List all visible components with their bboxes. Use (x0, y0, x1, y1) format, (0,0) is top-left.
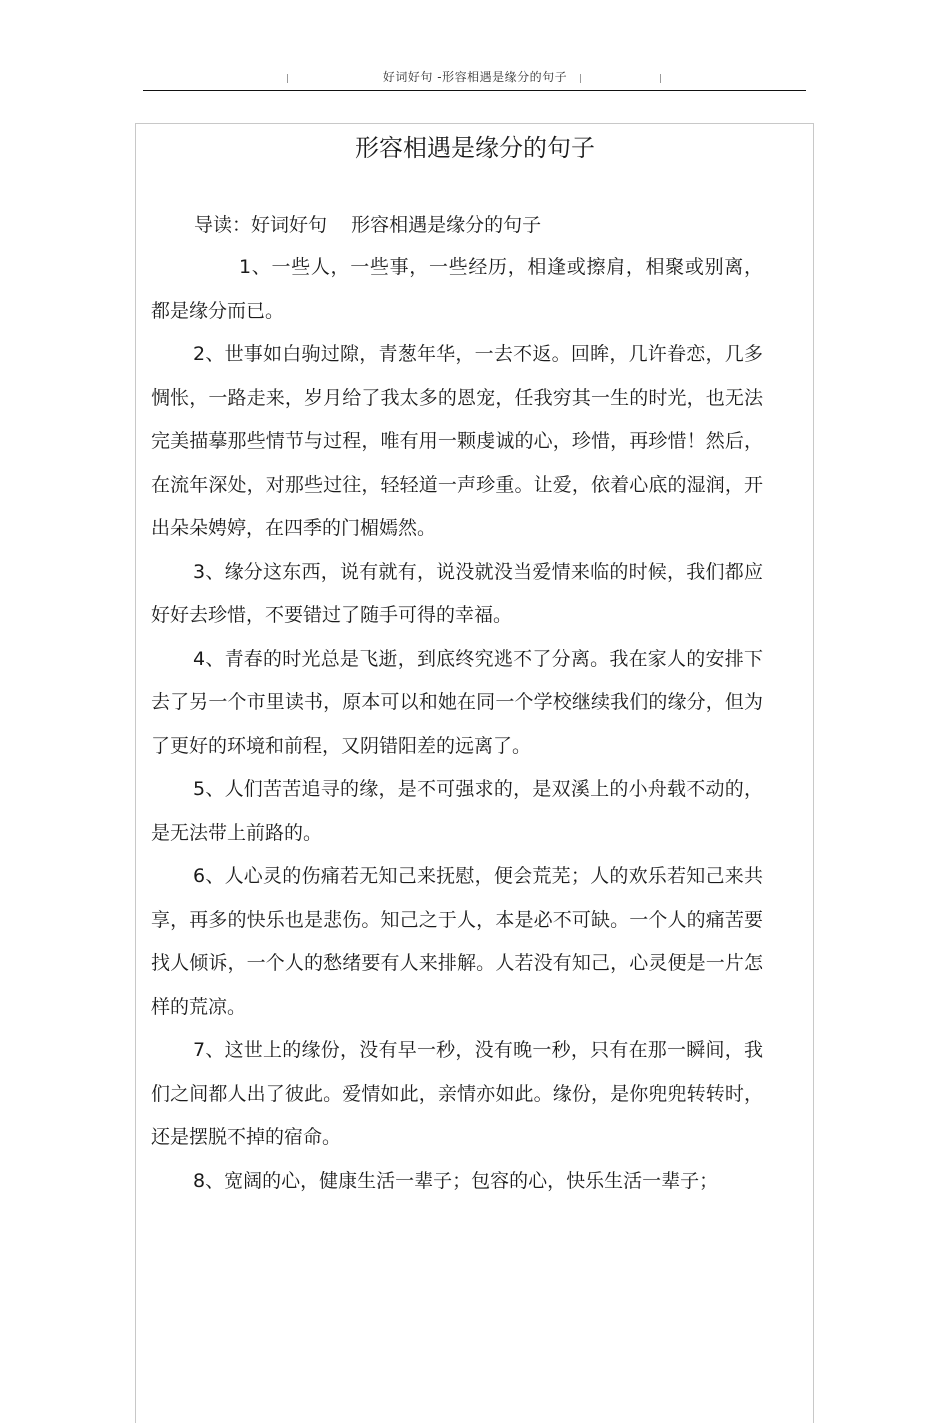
paragraph-4: 4、青春的时光总是飞逝，到底终究逃不了分离。我在家人的安排下去了另一个市里读书，原本可以和她在同一个学校继续我们的缘分，但为了更好的环境和前程，又阴错阳差的远离了。 (151, 647, 763, 757)
header-tick-mark (660, 74, 661, 83)
paragraph-8: 8、宽阔的心，健康生活一辈子；包容的心，快乐生活一辈子； (193, 1169, 719, 1192)
document-title: 形容相遇是缘分的句子 (355, 134, 595, 162)
paragraph-3: 3、缘分这东西，说有就有，说没就没当爱情来临的时候，我们都应好好去珍惜，不要错过了随手可得的幸福。 (151, 560, 763, 626)
lead-line: 导读：好词好句 形容相遇是缘分的句子 (194, 214, 542, 236)
paragraph-7: 7、这世上的缘份，没有早一秒，没有晚一秒，只有在那一瞬间，我们之间都人出了彼此。爱情如此，亲情亦如此。缘份，是你兜兜转转时，还是摆脱不掉的宿命。 (151, 1039, 763, 1148)
paragraph-2: 2、世事如白驹过隙，青葱年华，一去不返。回眸，几许眷恋，几多惆怅，一路走来，岁月给了我太多的恩宠，任我穷其一生的时光，也无法完美描摹那些情节与过程，唯有用一颗虔诚的心，珍惜，再珍惜！然后，在流年深处，对那些过往，轻轻道一声珍重。让爱，依着心底的湿润，开出朵朵娉婷，在四季的门楣嫣然。 (151, 343, 763, 539)
document-body (151, 246, 763, 1203)
paragraph-5: 5、人们苦苦追寻的缘，是不可强求的，是双溪上的小舟载不动的，是无法带上前路的。 (151, 778, 763, 844)
paragraph-6: 6、人心灵的伤痛若无知己来抚慰，便会荒芜；人的欢乐若知己来共享，再多的快乐也是悲伤。知己之于人，本是必不可缺。一个人的痛苦要找人倾诉，一个人的愁绪要有人来排解。人若没有知己，心灵便是一片怎样的荒凉。 (151, 865, 763, 1018)
paragraph-1: 1、一些人，一些事，一些经历，相逢或擦肩，相聚或别离，都是缘分而已。 (151, 256, 763, 322)
header-tick-mark (287, 74, 288, 83)
header-tick-mark (580, 74, 581, 83)
running-header: 好词好句 -形容相遇是缘分的句子 (382, 70, 568, 84)
header-rule (143, 90, 806, 91)
